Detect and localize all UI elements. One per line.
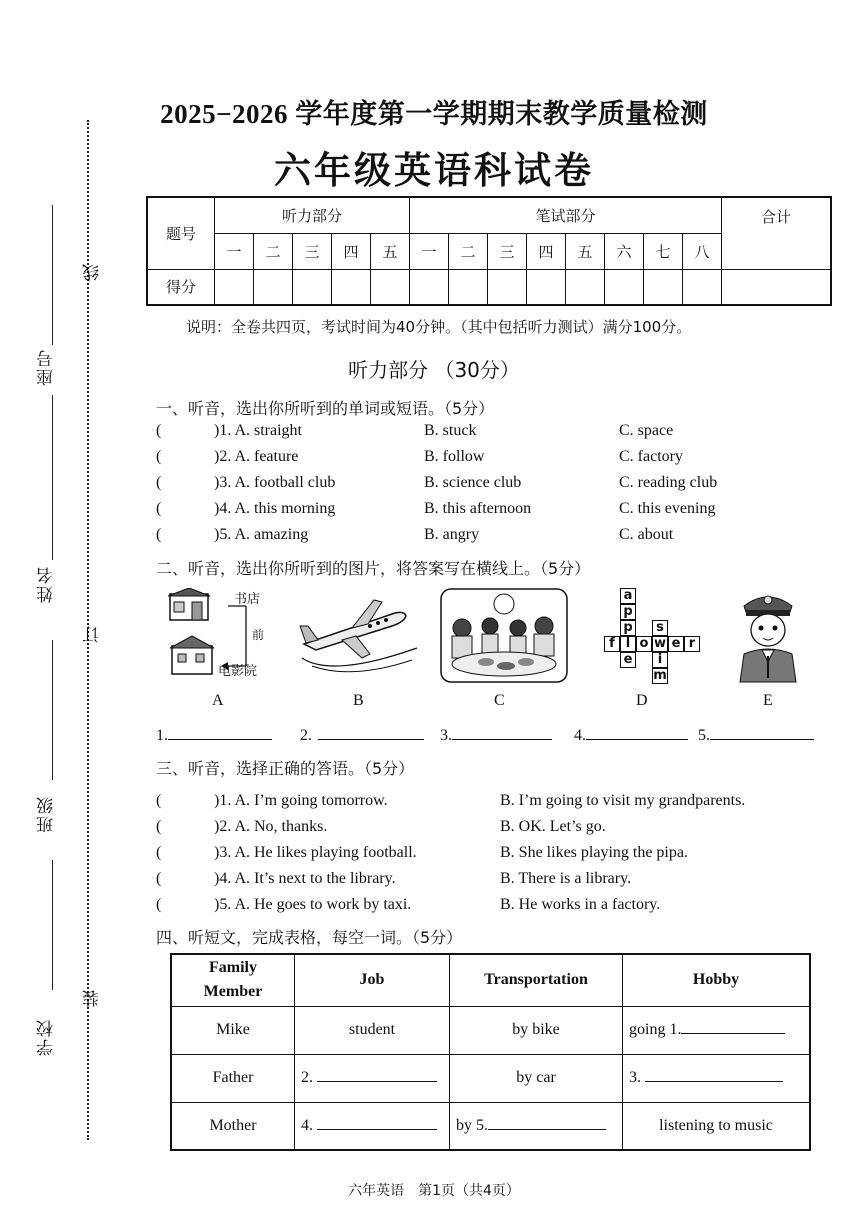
option-b: B. stuck <box>424 422 477 439</box>
option-b: B. He works in a factory. <box>500 896 661 913</box>
option-c: C. factory <box>619 448 683 465</box>
row-label: 题号 <box>147 197 215 269</box>
crossword-cell: w <box>653 636 666 651</box>
option-b: B. follow <box>424 448 485 465</box>
picture-d <box>604 588 714 683</box>
seat-blank <box>52 205 53 345</box>
answer-paren[interactable]: ( <box>156 870 162 887</box>
total-header: 合计 <box>722 197 832 269</box>
blank-number: 5. <box>698 727 710 744</box>
written-num: 一 <box>410 233 449 269</box>
listening-num: 五 <box>371 233 410 269</box>
option-a: )5. A. amazing <box>214 526 309 543</box>
page-footer: 六年英语 第1页（共4页） <box>348 1183 520 1199</box>
score-label: 得分 <box>147 269 215 305</box>
listening-num: 四 <box>332 233 371 269</box>
transport-header: Transportation <box>450 954 623 1006</box>
crossword-cell: o <box>636 636 652 652</box>
answer-paren[interactable]: ( <box>156 526 162 543</box>
police-officer-illustration <box>736 588 800 683</box>
picture-letter-e: E <box>763 692 773 709</box>
option-b: B. I’m going to visit my grandparents. <box>500 792 746 809</box>
hobby-cell[interactable]: going 1. <box>623 1006 811 1054</box>
option-a: )1. A. straight <box>214 422 302 439</box>
line-label: 线 <box>83 262 102 281</box>
listening-num: 三 <box>293 233 332 269</box>
written-num: 四 <box>527 233 566 269</box>
job-cell[interactable]: 2. <box>295 1054 450 1102</box>
score-cell[interactable] <box>449 269 488 305</box>
blank-number: 3. <box>440 727 452 744</box>
class-label: 班级 <box>37 795 56 833</box>
answer-paren[interactable]: ( <box>156 474 162 491</box>
picture-letter-d: D <box>636 692 648 709</box>
bind-label: 订 <box>83 624 102 643</box>
crossword-cell: m <box>653 668 667 683</box>
picture-c <box>440 588 568 683</box>
option-a: )1. A. I’m going tomorrow. <box>214 792 388 809</box>
name-blank <box>52 395 53 560</box>
option-b: B. OK. Let’s go. <box>500 818 606 835</box>
bookstore-label: 书店 <box>234 592 261 607</box>
option-a: )2. A. No, thanks. <box>214 818 328 835</box>
score-cell[interactable] <box>683 269 722 305</box>
member-header: Family Member <box>171 954 295 1006</box>
option-c: C. about <box>619 526 674 543</box>
q4-heading: 四、听短文，完成表格，每空一词。（5分） <box>156 928 463 947</box>
exam-note: 说明：全卷共四页，考试时间为40分钟。（其中包括听力测试）满分100分。 <box>186 318 692 336</box>
option-b: B. She likes playing the pipa. <box>500 844 688 861</box>
score-cell[interactable] <box>527 269 566 305</box>
crossword-cell: p <box>620 604 636 620</box>
listening-num: 一 <box>215 233 254 269</box>
score-cell[interactable] <box>254 269 293 305</box>
picture-e <box>736 588 800 683</box>
cinema-label: 电影院 <box>218 664 258 679</box>
answer-paren[interactable]: ( <box>156 818 162 835</box>
seat-label: 座号 <box>37 348 56 386</box>
option-a: )2. A. feature <box>214 448 299 465</box>
job-cell: student <box>295 1006 450 1054</box>
family-table <box>170 953 811 1151</box>
answer-blank-3[interactable] <box>440 727 552 745</box>
answer-blank-4[interactable] <box>574 727 688 745</box>
job-cell[interactable]: 4. <box>295 1102 450 1150</box>
option-c: C. reading club <box>619 474 718 491</box>
option-a: )4. A. It’s next to the library. <box>214 870 396 887</box>
answer-paren[interactable]: ( <box>156 422 162 439</box>
q3-heading: 三、听音，选择正确的答语。（5分） <box>156 759 415 778</box>
blank-number: 4. <box>574 727 586 744</box>
answer-paren[interactable]: ( <box>156 896 162 913</box>
written-num: 七 <box>644 233 683 269</box>
picture-b <box>292 588 422 683</box>
picture-a <box>166 588 276 683</box>
score-cell[interactable] <box>566 269 605 305</box>
written-num: 八 <box>683 233 722 269</box>
option-a: )5. A. He goes to work by taxi. <box>214 896 412 913</box>
option-b: B. angry <box>424 526 480 543</box>
answer-paren[interactable]: ( <box>156 792 162 809</box>
name-label: 姓名 <box>37 565 56 603</box>
option-c: C. space <box>619 422 674 439</box>
option-b: B. There is a library. <box>500 870 632 887</box>
listening-header: 听力部分 <box>215 197 410 233</box>
written-num: 三 <box>488 233 527 269</box>
crossword-cell: a <box>620 588 636 604</box>
transport-cell[interactable]: by 5. <box>450 1102 623 1150</box>
member-cell: Mike <box>171 1006 295 1054</box>
blank-number: 2. <box>300 727 312 744</box>
answer-blank-1[interactable] <box>156 727 272 745</box>
answer-blank-2[interactable] <box>300 727 424 745</box>
hobby-cell: listening to music <box>623 1102 811 1150</box>
written-header: 笔试部分 <box>410 197 722 233</box>
crossword-cell: f <box>604 636 620 652</box>
job-header: Job <box>295 954 450 1006</box>
score-cell[interactable] <box>410 269 449 305</box>
option-c: C. this evening <box>619 500 716 517</box>
answer-blank-5[interactable] <box>698 727 814 745</box>
picture-letter-b: B <box>353 692 364 709</box>
score-cell[interactable] <box>644 269 683 305</box>
score-cell[interactable] <box>605 269 644 305</box>
score-cell[interactable] <box>371 269 410 305</box>
exam-subtitle: 六年级英语科试卷 <box>274 151 594 192</box>
airplane-icon <box>292 588 422 683</box>
written-num: 二 <box>449 233 488 269</box>
option-b: B. this afternoon <box>424 500 532 517</box>
written-num: 六 <box>605 233 644 269</box>
fold-label: 装 <box>83 988 102 1007</box>
transport-cell: by bike <box>450 1006 623 1054</box>
school-label: 学校 <box>37 1018 56 1056</box>
score-cell[interactable] <box>293 269 332 305</box>
crossword-cell: e <box>668 636 684 652</box>
q2-heading: 二、听音，选出你所听到的图片，将答案写在横线上。（5分） <box>156 559 591 578</box>
option-b: B. science club <box>424 474 522 491</box>
family-dinner-illustration <box>440 588 568 683</box>
score-cell[interactable] <box>215 269 254 305</box>
written-num: 五 <box>566 233 605 269</box>
score-cell[interactable] <box>488 269 527 305</box>
transport-cell: by car <box>450 1054 623 1102</box>
member-cell: Father <box>171 1054 295 1102</box>
crossword-cell: r <box>684 636 700 652</box>
answer-paren[interactable]: ( <box>156 500 162 517</box>
picture-letter-c: C <box>494 692 505 709</box>
front-label: 前 <box>252 628 265 642</box>
option-a: )4. A. this morning <box>214 500 336 517</box>
listening-num: 二 <box>254 233 293 269</box>
hobby-header: Hobby <box>623 954 811 1006</box>
exam-title: 2025−2026 学年度第一学期期末教学质量检测 <box>160 99 708 129</box>
option-a: )3. A. He likes playing football. <box>214 844 417 861</box>
school-blank <box>52 860 53 990</box>
crossword-cell: i <box>652 652 668 668</box>
q1-heading: 一、听音，选出你所听到的单词或短语。（5分） <box>156 399 495 418</box>
blank-number: 1. <box>156 727 168 744</box>
answer-paren[interactable]: ( <box>156 448 162 465</box>
score-cell[interactable] <box>332 269 371 305</box>
class-blank <box>52 640 53 780</box>
hobby-cell[interactable]: 3. <box>623 1054 811 1102</box>
crossword-cell: l <box>620 636 636 652</box>
answer-paren[interactable]: ( <box>156 844 162 861</box>
crossword-cell: s <box>652 620 668 636</box>
total-score-cell[interactable] <box>722 269 832 305</box>
picture-letter-a: A <box>212 692 224 709</box>
score-table <box>146 196 832 306</box>
crossword-cell: e <box>620 652 636 668</box>
option-a: )3. A. football club <box>214 474 336 491</box>
crossword-cell: p <box>620 620 636 636</box>
section-title: 听力部分 （30分） <box>348 358 520 382</box>
member-cell: Mother <box>171 1102 295 1150</box>
